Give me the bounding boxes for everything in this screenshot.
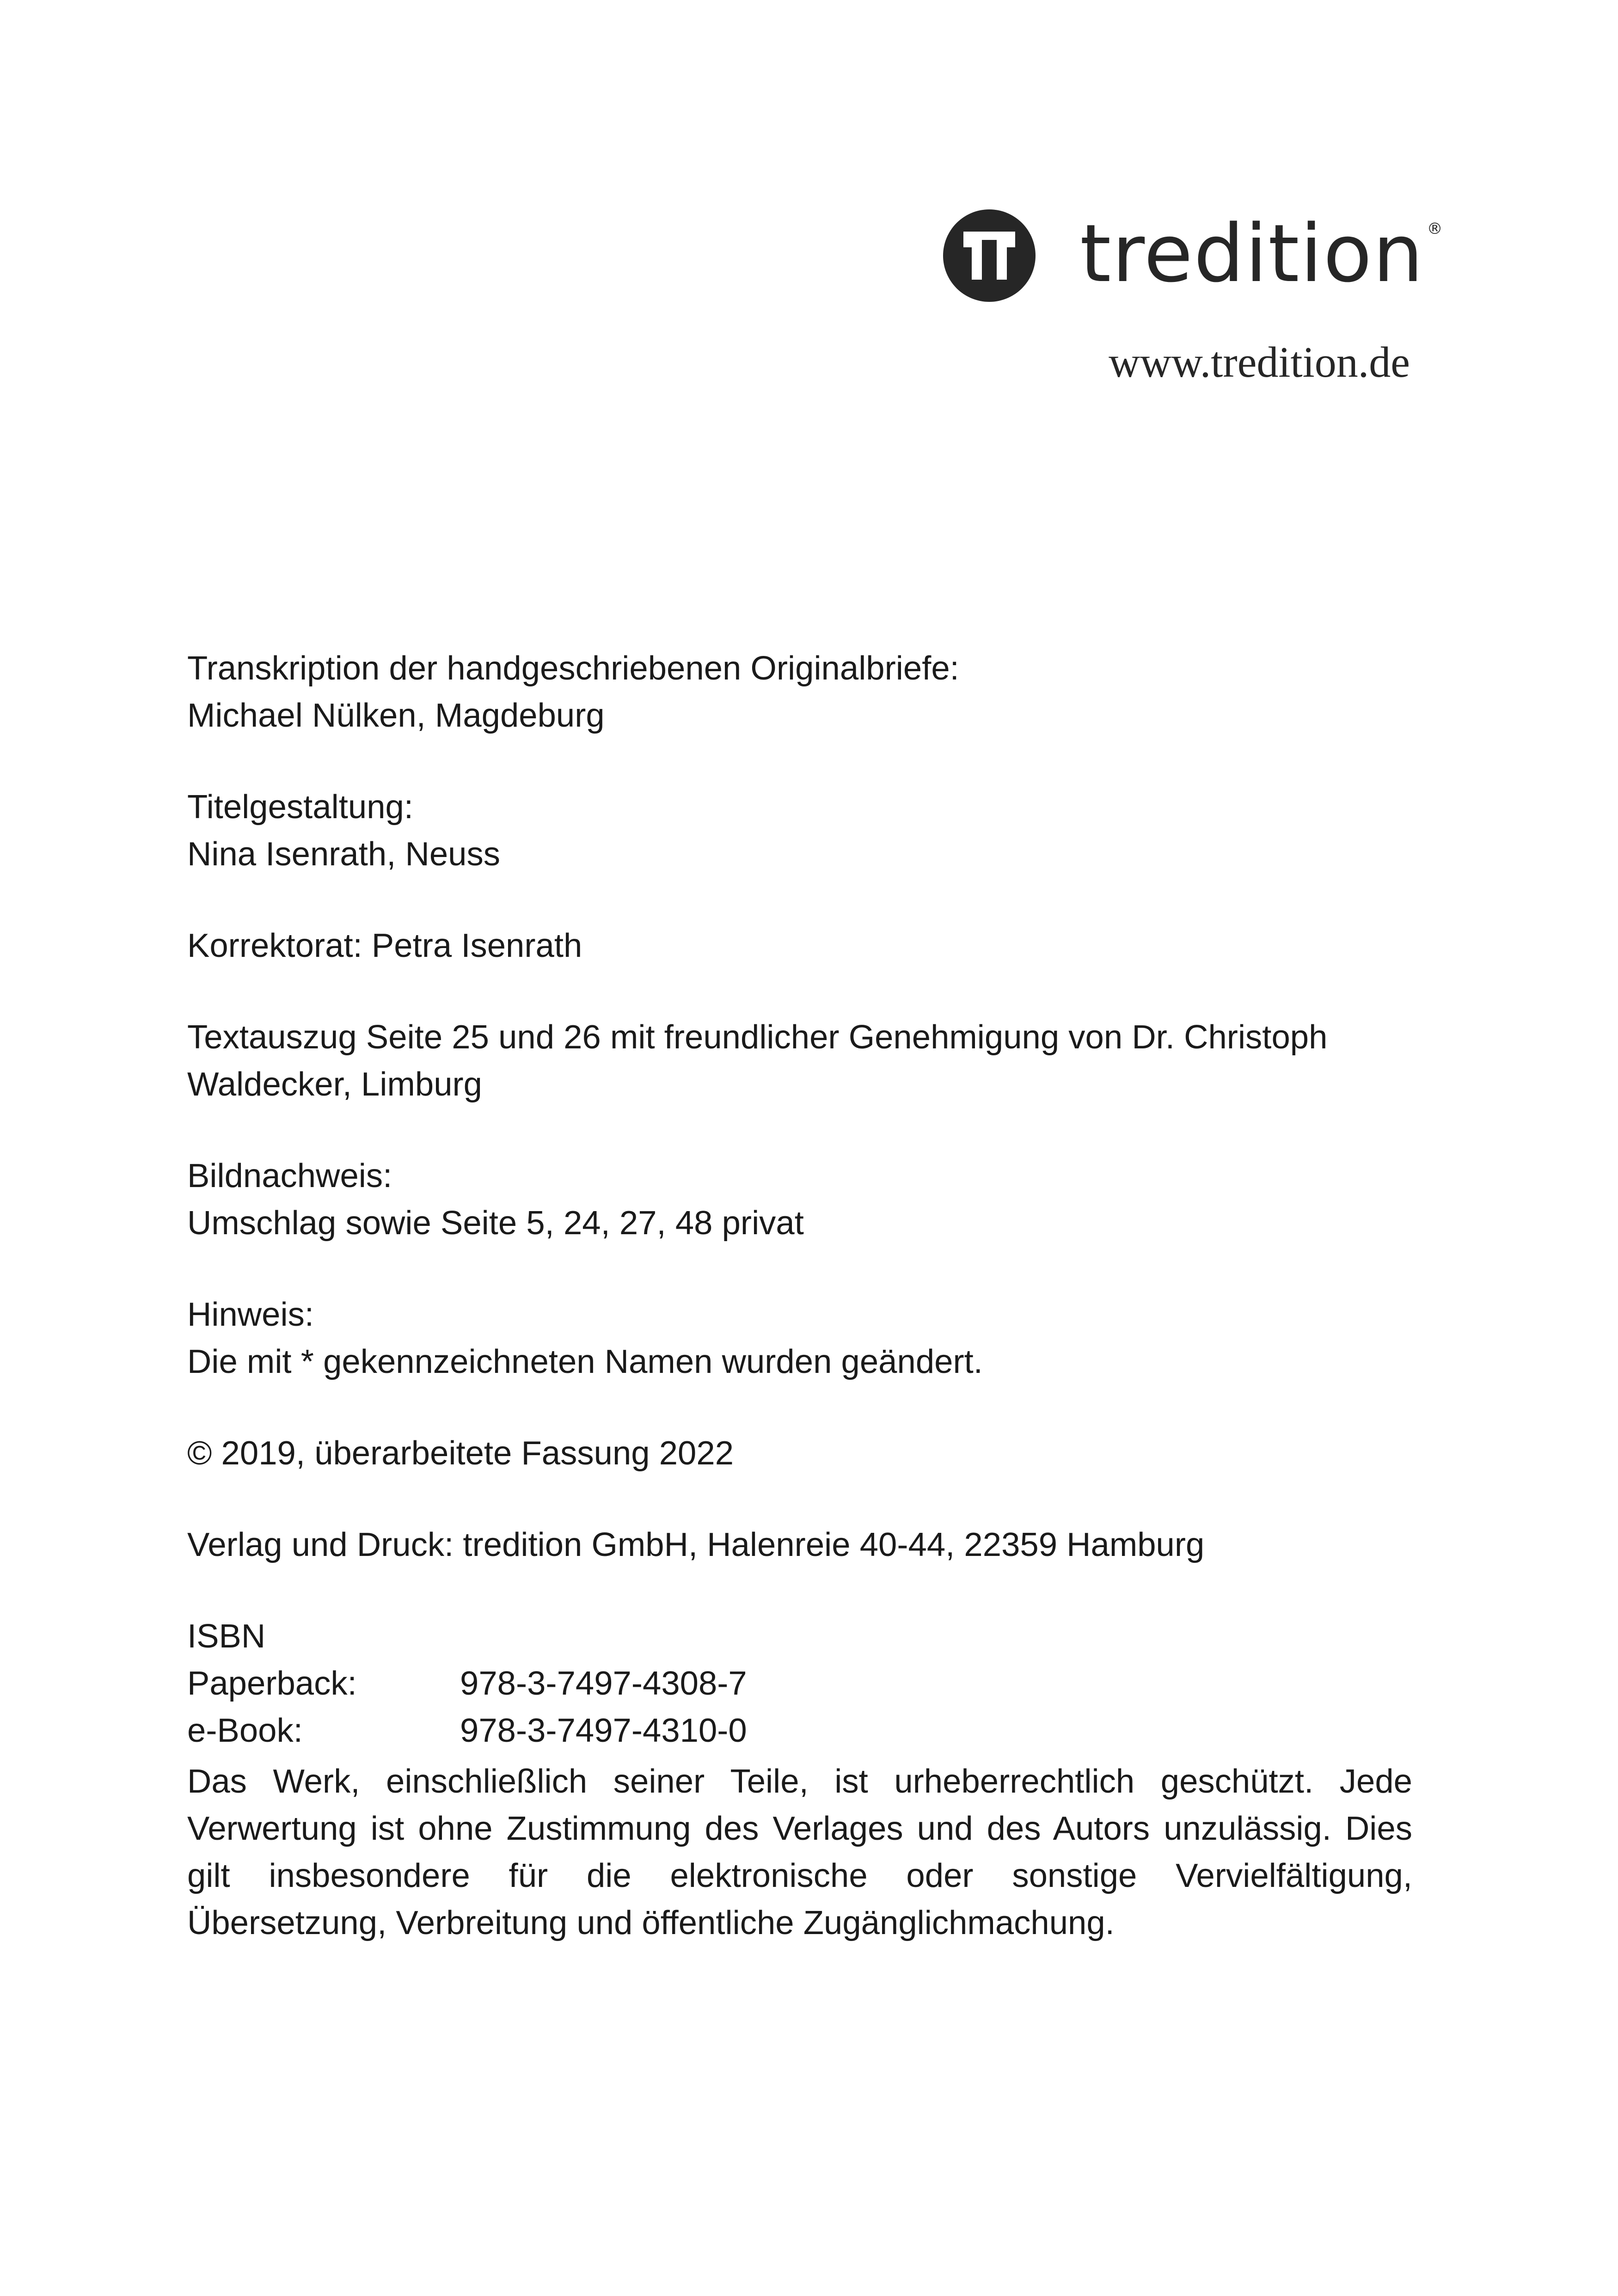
publisher-address-line: Verlag und Druck: tredition GmbH, Halenreie 40-44, 22359 Hamburg xyxy=(187,1526,1205,1563)
isbn-row-ebook xyxy=(187,1707,1412,1754)
copyright-line: © 2019, überarbeitete Fassung 2022 xyxy=(187,1434,734,1472)
spacer xyxy=(187,1385,1412,1430)
spacer xyxy=(187,969,1412,1014)
publisher-wordmark: tredition xyxy=(1080,207,1424,300)
text-excerpt-line-1: Textauszug Seite 25 und 26 mit freundlicher Genehmigung von Dr. Christoph xyxy=(187,1018,1328,1056)
image-credits-value: Umschlag sowie Seite 5, 24, 27, 48 privat xyxy=(187,1204,804,1242)
note-label: Hinweis: xyxy=(187,1296,314,1333)
proofreading-line: Korrektorat: Petra Isenrath xyxy=(187,927,582,964)
isbn-number: 978-3-7497-4308-7 xyxy=(460,1665,747,1702)
cover-design-value: Nina Isenrath, Neuss xyxy=(187,835,500,873)
spacer xyxy=(187,1477,1412,1521)
isbn-label: Paperback: xyxy=(187,1665,357,1702)
spacer xyxy=(187,739,1412,784)
spacer xyxy=(187,1568,1412,1613)
transcription-value: Michael Nülken, Magdeburg xyxy=(187,697,605,734)
transcription-label: Transkription der handgeschriebenen Originalbriefe: xyxy=(187,649,959,687)
text-excerpt-line-2: Waldecker, Limburg xyxy=(187,1065,482,1103)
registered-mark: ® xyxy=(1427,220,1443,238)
isbn-row-paperback xyxy=(187,1660,1412,1707)
cover-design-label: Titelgestaltung: xyxy=(187,788,413,826)
spacer xyxy=(187,1108,1412,1152)
publisher-url: www.tredition.de xyxy=(1109,338,1410,386)
note-value: Die mit * gekennzeichneten Namen wurden geändert. xyxy=(187,1343,983,1380)
isbn-label: e-Book: xyxy=(187,1712,303,1749)
isbn-number: 978-3-7497-4310-0 xyxy=(460,1712,747,1749)
image-credits-label: Bildnachweis: xyxy=(187,1157,392,1194)
imprint-block xyxy=(187,645,1412,1947)
spacer xyxy=(187,1247,1412,1291)
publisher-logo xyxy=(943,207,1443,304)
isbn-heading: ISBN xyxy=(187,1617,266,1655)
spacer xyxy=(187,878,1412,922)
tredition-logo-icon xyxy=(943,209,1036,302)
rights-notice: Das Werk, einschließlich seiner Teile, ist urheberrechtlich geschützt. Jede Verwertung ist ohne Zustimmung des Verlages und des Autors unzulässig. Dies gilt insbesondere für die elektronische oder sonstige Vervielfältigung, Übersetzung, Verbreitung und öffentliche Zugänglichmachung. xyxy=(187,1763,1412,1941)
